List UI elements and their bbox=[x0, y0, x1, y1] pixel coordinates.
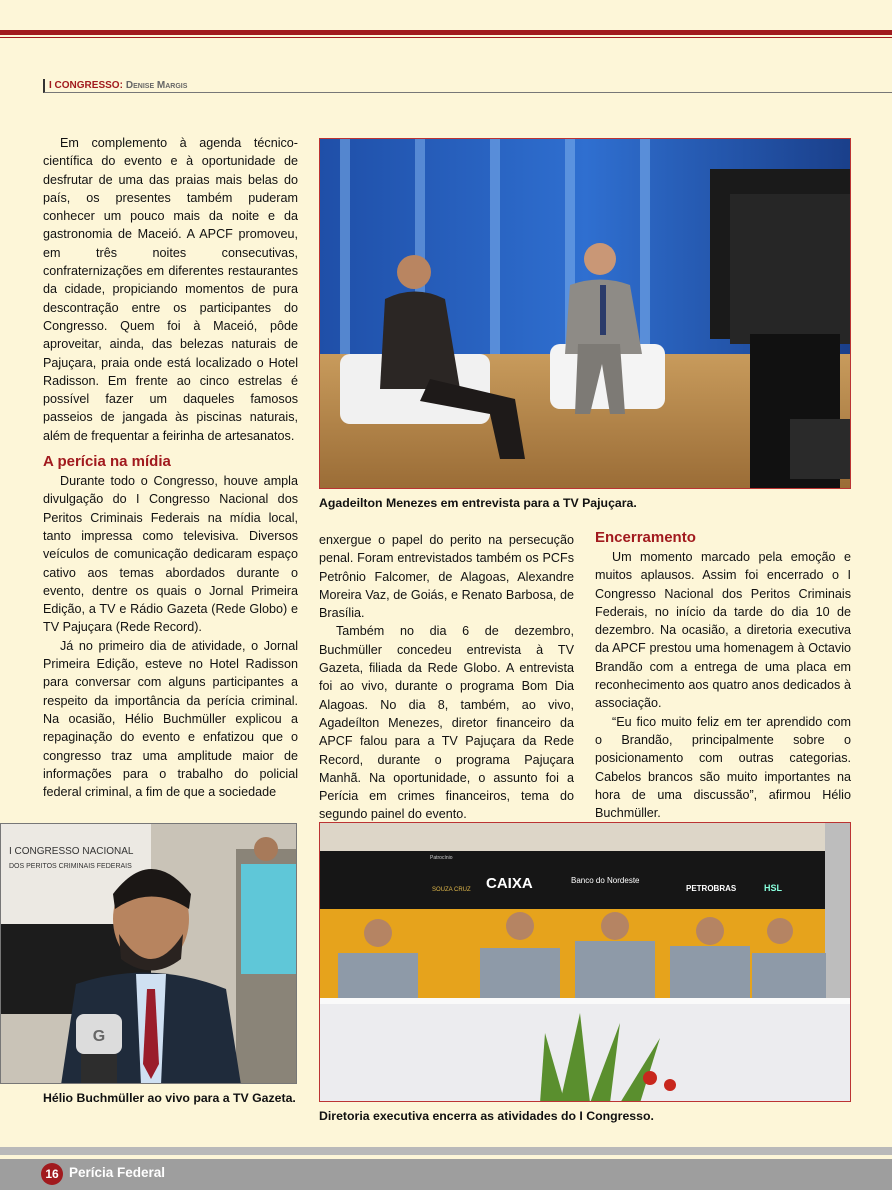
col2-paragraph-1: enxergue o papel do perito na persecução penal. Foram entrevistados também os PCFs Petrônio Falcomer, de Alagoas, Alexandre Moreira Vaz, de Goiás, e Renato Barbosa, de Brasília. bbox=[319, 533, 574, 621]
tv-studio-image bbox=[320, 139, 851, 489]
hsl-logo: HSL bbox=[764, 883, 782, 893]
caixa-logo: CAIXA bbox=[486, 875, 533, 892]
bnb-logo: Banco do Nordeste bbox=[571, 876, 640, 885]
heading-closing: Encerramento bbox=[595, 529, 696, 546]
author-name: Denise Margis bbox=[125, 80, 188, 91]
page-number: 16 bbox=[41, 1163, 63, 1185]
text-column-1 bbox=[43, 134, 298, 801]
petrobras-logo: PETROBRAS bbox=[686, 884, 737, 893]
banner-line-1: I CONGRESSO NACIONAL bbox=[9, 846, 134, 857]
caption-board: Diretoria executiva encerra as atividades do I Congresso. bbox=[319, 1109, 654, 1123]
intro-paragraph: Em complemento à agenda técnico-científica do evento e à oportunidade de desfrutar de uma das praias mais belas do país, os presentes também puderam conhecer um pouco mais da noite e da gastronomia de Maceió. A APCF promoveu, em três noites consecutivas, confraternizações em diferentes restaurantes da cidade, propiciando momentos de pura descontração entre os participantes do Congresso. Quem foi à Maceió, pôde aproveitar, ainda, das belezas naturais de Pajuçara, praia onde está localizado o Hotel Radisson. Em frente ao cinco estrelas é possível fazer um daqueles famosos passeios de jangada às piscinas naturais, além de frequentar a feirinha de artesanatos. bbox=[43, 136, 298, 443]
text-column-2 bbox=[319, 531, 574, 824]
text-column-3 bbox=[595, 528, 851, 822]
closing-paragraph-2: “Eu fico muito feliz em ter aprendido com o Brandão, principalmente sobre o posicionamento com outras categorias. Cabelos brancos são muito importantes na hora de uma discussão”, afirmou Hélio Buchmüller. bbox=[595, 714, 851, 821]
banner-line-2: DOS PERITOS CRIMINAIS FEDERAIS bbox=[9, 863, 132, 870]
souza-logo: SOUZA CRUZ bbox=[432, 887, 471, 893]
magazine-name: Perícia Federal bbox=[69, 1165, 166, 1180]
media-paragraph-1: Durante todo o Congresso, houve ampla divulgação do I Congresso Nacional dos Peritos Criminais Federais na mídia local, tanto impressa como televisiva. Diversos veículos de comunicação dedicaram espaço cativo aos temas abordados durante o evento, dentre os quais o Jornal Primeira Edição, a TV e Rádio Gazeta (Rede Globo) e TV Pajuçara (Rede Record). bbox=[43, 474, 298, 635]
col2-paragraph-2: Também no dia 6 de dezembro, Buchmüller concedeu entrevista à TV Gazeta, filiada da Rede Globo. A entrevista foi ao vivo, durante o programa Bom Dia Alagoas. No dia 8, também, ao vivo, Agadeílton Menezes, diretor financeiro da APCF falou para a TV Pajuçara da Rede Record, durante o programa Pajuçara Manhã. Na oportunidade, o assunto foi a Perícia em crimes financeiros, tema do segundo painel do evento. bbox=[319, 624, 574, 822]
caption-helio: Hélio Buchmüller ao vivo para a TV Gazeta. bbox=[43, 1091, 296, 1105]
section-header bbox=[43, 79, 892, 93]
photo-helio bbox=[0, 823, 297, 1084]
closing-paragraph-1: Um momento marcado pela emoção e muitos aplausos. Assim foi encerrado o I Congresso Nacional dos Peritos Criminais Federais, no início da tarde do dia 10 de dezembro. Na ocasião, a diretoria executiva da APCF prestou uma homenagem à Octavio Brandão com a entrega de uma placa em reconhecimento aos quatro anos dedicados à associação. bbox=[595, 550, 851, 711]
caption-tv: Agadeilton Menezes em entrevista para a TV Pajuçara. bbox=[319, 496, 637, 510]
header-rule bbox=[0, 30, 892, 35]
media-paragraph-2: Já no primeiro dia de atividade, o Jornal Primeira Edição, esteve no Hotel Radisson para conversar com alguns participantes a respeito da importância da perícia criminal. Na ocasião, Hélio Buchmüller explicou a repaginação do evento e enfatizou que o congresso traz uma amplitude maior de informações para o trabalho do policial federal criminal, a fim de que a sociedade bbox=[43, 638, 298, 800]
photo-board bbox=[319, 822, 851, 1102]
header-rule-thin bbox=[0, 37, 892, 38]
mic-logo: G bbox=[92, 1028, 106, 1045]
heading-media: A perícia na mídia bbox=[43, 453, 171, 471]
board-image bbox=[320, 823, 851, 1102]
footer-band bbox=[0, 1147, 892, 1155]
section-label: I CONGRESSO: bbox=[49, 80, 123, 91]
photo-tv-studio bbox=[319, 138, 851, 489]
sponsor-label: Patrocínio bbox=[430, 855, 453, 861]
helio-image bbox=[1, 824, 297, 1084]
